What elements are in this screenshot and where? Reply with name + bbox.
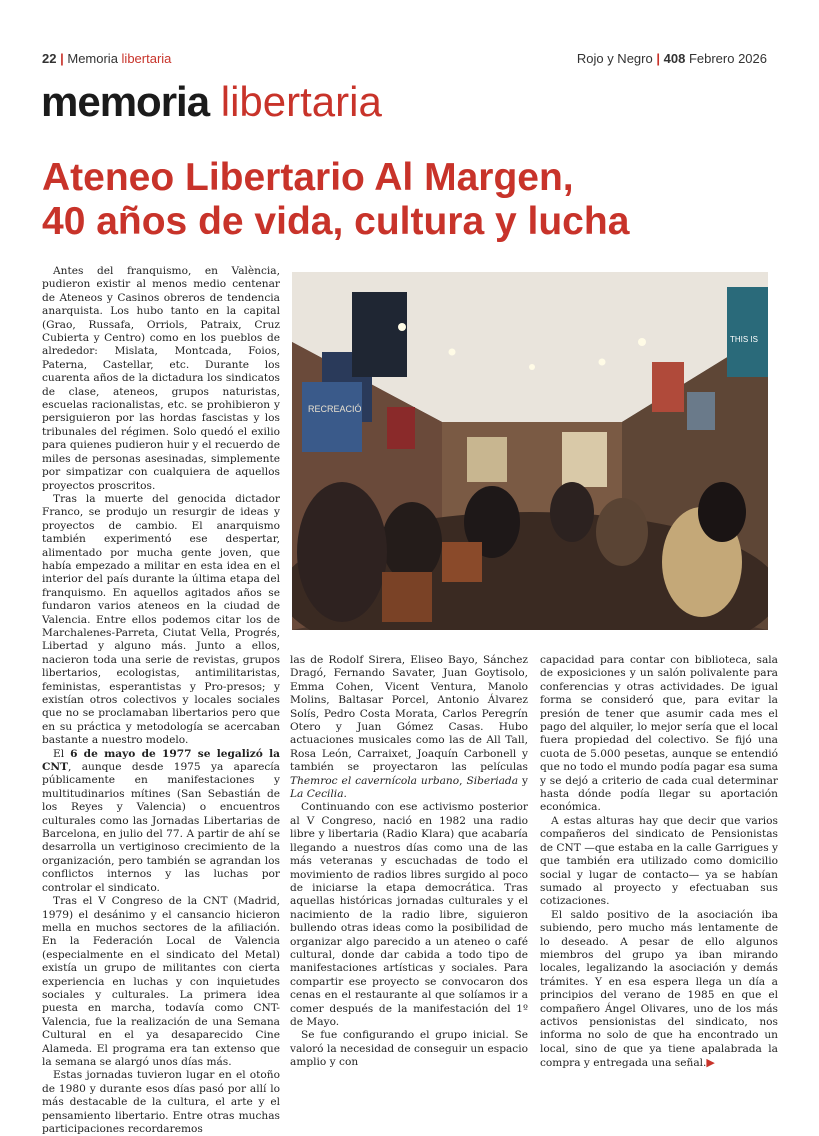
section-title-red: libertaria [220,78,382,125]
film-title: Themroc el cavernícola urbano [290,774,460,787]
text-span: , [459,774,467,787]
paragraph: Tras el V Congreso de la CNT (Madrid, 1979) el desánimo y el cansancio hicieron mella en muchos sectores de la afiliación. En la Federación Local de Valencia (especialmente en el sindicato del Metal) existía un grupo de militantes con cierta experiencia en luchas y con inquietudes sociales y culturales. La primera idea puesta en marcha, todavía como CNT-Valencia, fue la realización de una Semana Cultural en el ya desaparecido Cine Alameda. El programa era tan extenso que la semana se alargó unos días más. [42,895,280,1068]
end-of-article-icon: ▶ [706,1056,715,1070]
text-span: El [53,747,71,760]
text-span: y [518,774,528,787]
paragraph: Continuando con ese activismo posterior al V Congreso, nació en 1982 una radio libre y libertaria (Radio Klara) que acabaría llegando a nuestros días como una de las más veteranas y escuchadas de todo el movimiento de radios libres surgido al poco de iniciarse la etapa democrática. Tras aquellas históricas jornadas culturales y el nacimiento de la radio libre, siguieron bullendo otras ideas como la posibilidad de organizar algo parecido a un ateneo o café cultural, donde dar cabida a todo tipo de manifestaciones artísticas y sociales. Para compartir ese proyecto se convocaron dos cenas en el restaurante al que solíamos ir a comer después de la manifestación del 1º de Mayo. [290,801,528,1028]
header-section-suffix: libertaria [121,51,172,66]
page-header-left [42,51,171,66]
section-title-dark: memoria [41,78,210,125]
text-span: El saldo positivo de la asociación iba subiendo, pero mucho más lentamente de lo deseado. A pesar de ello algunos miembros del grupo ya iban mirando locales, legalizando la asociación y demás trámites. Y en esa espera llega un día a principios del verano de 1985 en que el compañero Ángel Olivares, uno de los más activos pensionistas del sindicato, nos informa no solo de que ha encontrado un local, sino de que ya tiene apalabrada la compra y entregada una señal. [540,908,778,1070]
headline-line-1: Ateneo Libertario Al Margen, [42,156,574,199]
paragraph: Se fue configurando el grupo inicial. Se valoró la necesidad de conseguir un espacio amplio y con [290,1029,528,1069]
legalization-date-highlight: 6 de mayo de 1977 se legalizó la CNT [42,747,280,774]
article-column-1 [42,265,280,1136]
article-column-2 [290,654,528,1070]
ateneo-event-photo [292,272,768,630]
header-separator: | [60,51,64,66]
issue-date: Febrero 2026 [688,51,767,66]
text-span: . [343,788,347,801]
text-span: , aunque desde 1975 ya aparecía públicamente en manifestaciones y multitudinarios mítines (San Sebastián de los Reyes y Valencia) o encuentros culturales como las Jornadas Libertarias de Barcelona, en julio del 77. A partir de ahí se desarrolla un vertiginoso crecimiento de la organización, pero también se agrandan los conflictos internos y las luchas por controlar el sindicato. [42,761,280,894]
section-title [41,78,382,126]
film-title: Siberiada [466,774,519,787]
publication-name: Rojo y Negro [576,51,653,66]
paragraph: Antes del franquismo, en València, pudieron existir al menos medio centenar de Ateneos y Casinos obreros de tendencia anarquista. Los hubo tanto en la capital (Grao, Russafa, Orriols, Patraix, Cruz Cubierta y Centro) como en los pueblos de alrededor: Mislata, Montcada, Foios, Paterna, Castellar, etc. Durante los cuarenta años de la dictadura los sindicatos de clase, ateneos, grupos naturistas, escuelas racionalistas, etc. se prohibieron y persiguieron por las hordas fascistas y los tribunales del régimen. Solo quedó el exilio para quienes pudieron huir y el recuerdo de miles de personas asesinadas, simplemente por simpatizar con cualquiera de aquellos proyectos proscritos. [42,265,280,492]
text-span: las de Rodolf Sirera, Eliseo Bayo, Sánchez Dragó, Fernando Savater, Juan Goytisolo, Emma Cohen, Vicent Ventura, Manolo Molins, Baltasar Porcel, Antonio Álvarez Solís, Pedro Costa Morata, Carlos Peregrín Otero y Juan Gómez Casas. Hubo actuaciones musicales como las de All Tall, Rosa León, Carraixet, Joaquín Carbonell y también se proyectaron las películas [290,654,528,774]
header-section-prefix: Memoria [67,51,122,66]
paragraph: Estas jornadas tuvieron lugar en el otoño de 1980 y durante esos días pasó por allí lo más destacable de la cultura, el arte y el pensamiento libertario. Entre otras muchas participaciones recordaremos [42,1069,280,1135]
wall-sign-left: RECREACIÓ [308,404,362,414]
paragraph [540,909,778,1071]
header-separator-right: | [656,51,660,66]
wall-sign-right: THIS IS [730,335,759,344]
paragraph: Tras la muerte del genocida dictador Franco, se produjo un resurgir de ideas y proyectos de cambio. El anarquismo también experimentó ese despertar, alimentado por mucha gente joven, que había empezado a militar en esta idea en el interior del país durante la última etapa del franquismo. En aquellos agitados años se fundaron varios ateneos en la ciudad de Valencia. Entre ellos podemos citar los de Marchalenes-Parreta, Ciutat Vella, Progrés, Libertad y alguno más. Junto a ellos, nacieron toda una serie de revistas, grupos libertarios, ecologistas, antimilitaristas, feministas, esperantistas y Pro-presos; y existían otros colectivos y locales sociales que no se proclamaban libertarios pero que en su práctica y metodología se acercaban bastante a nuestro modelo. [42,492,280,747]
headline-line-2: 40 años de vida, cultura y lucha [42,200,630,243]
page-number: 22 [42,51,57,66]
article-column-3 [540,654,778,1071]
page-header-right [577,51,767,66]
paragraph [290,654,528,801]
photo-illustration [292,272,768,630]
paragraph: capacidad para contar con biblioteca, sala de exposiciones y un salón polivalente para conferencias y otras actividades. De igual forma se consideró que, para evitar la presión de tener que asumir cada mes el pago del alquiler, lo mejor sería que el local fuera propiedad del colectivo. Se fijó una cuota de 5.000 pesetas, aunque se entendió que no todo el mundo podía pagar esa suma y se dejó a criterio de cada cual determinar hasta dónde podía llegar su aportación económica. [540,654,778,814]
issue-number: 408 [663,51,686,66]
article-headline [42,156,782,244]
paragraph [42,748,280,895]
paragraph: A estas alturas hay que decir que varios compañeros del sindicato de Pensionistas de CNT —que estaba en la calle Garrigues y que también era utilizado como domicilio social y lugar de contacto— ya se habían sumado al proyecto y efectuaban sus cotizaciones. [540,814,778,908]
film-title: La Cecilia [290,788,344,801]
